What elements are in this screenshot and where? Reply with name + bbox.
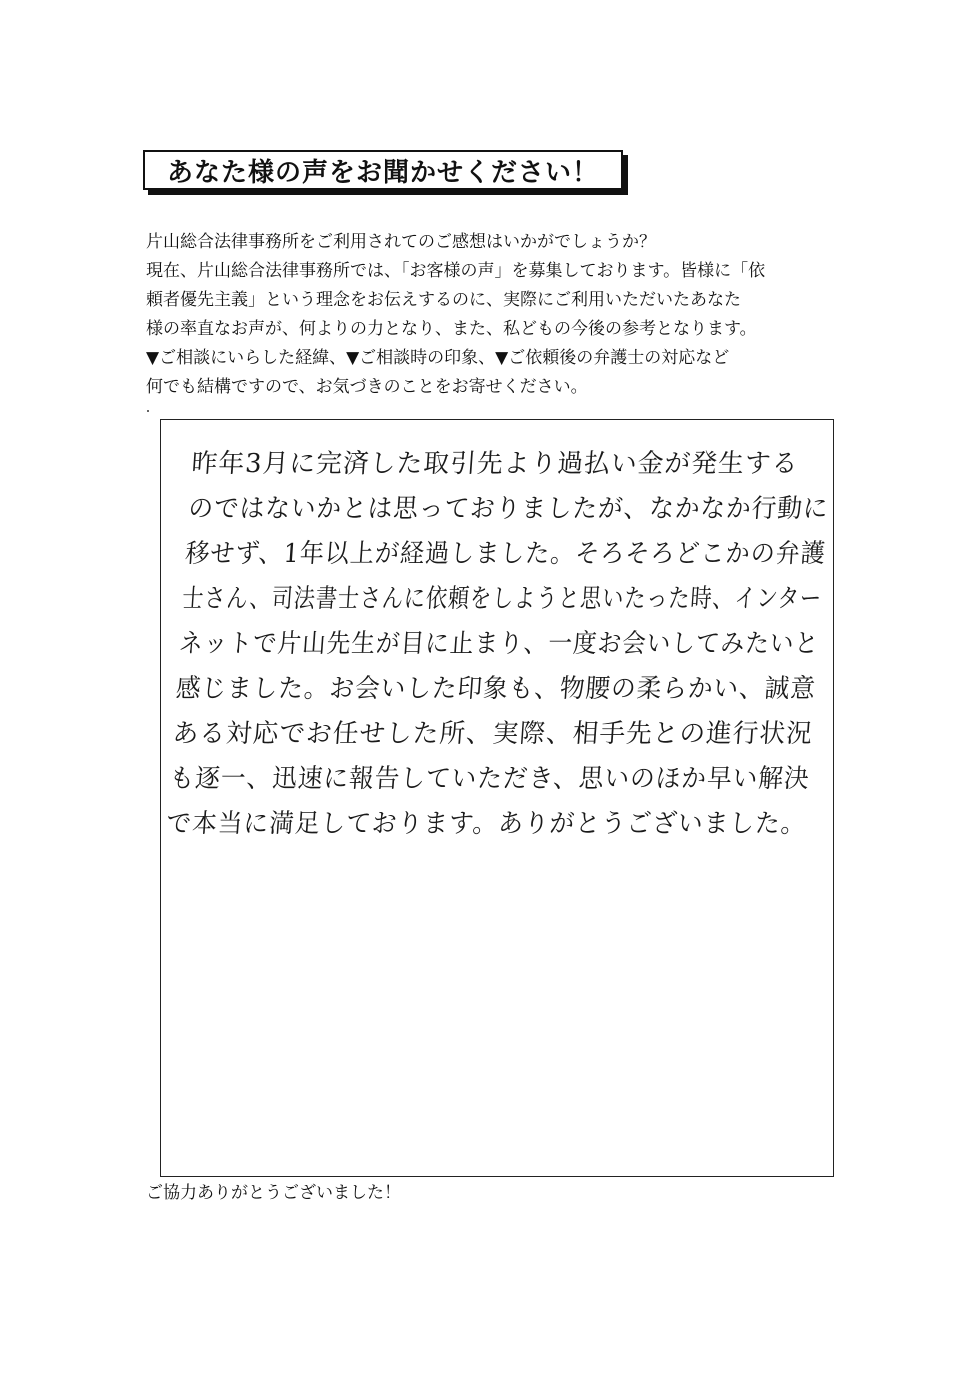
response-box <box>160 419 834 1177</box>
page-title: あなた様の声をお聞かせください！ <box>166 157 599 188</box>
handwritten-response <box>165 442 838 847</box>
response-line: で本当に満足しております。ありがとうございました。 <box>165 809 808 839</box>
intro-line: 現在、片山総合法律事務所では、「お客様の声」を募集しております。皆様に「依 <box>146 261 766 281</box>
thanks-message: ご協力ありがとうございました！ <box>146 1183 401 1203</box>
intro-line: 頼者優先主義」という理念をお伝えするのに、実際にご利用いただいたあなた <box>146 290 741 310</box>
scan-speck <box>147 410 149 412</box>
response-line: ある対応でお任せした所、実際、相手先との進行状況 <box>171 719 814 749</box>
response-line: のではないかとは思っておりましたが、なかなか行動に <box>187 494 830 524</box>
intro-line: ▼ご相談にいらした経緯、▼ご相談時の印象、▼ご依頼後の弁護士の対応など <box>146 348 730 368</box>
title-box <box>143 150 623 190</box>
response-line: 感じました。お会いした印象も、物腰の柔らかい、誠意 <box>174 674 817 704</box>
intro-line: 何でも結構ですので、お気づきのことをお寄せください。 <box>146 377 588 397</box>
response-line: ネットで片山先生が目に止まり、一度お会いしてみたいと <box>177 629 821 659</box>
intro-text <box>146 228 846 402</box>
intro-line: 様の率直なお声が、何よりの力となり、また、私どもの今後の参考となります。 <box>146 319 757 339</box>
response-line: 昨年3月に完済した取引先より過払い金が発生する <box>190 449 800 479</box>
response-line: も逐一、迅速に報告していただき、思いのほか早い解決 <box>168 764 811 794</box>
intro-line: 片山総合法律事務所をご利用されてのご感想はいかがでしょうか？ <box>146 232 656 252</box>
response-line: 移せず、1年以上が経過しました。そろそろどこかの弁護 <box>184 539 827 569</box>
response-line: 士さん、司法書士さんに依頼をしようと思いたった時、インター <box>181 584 823 614</box>
